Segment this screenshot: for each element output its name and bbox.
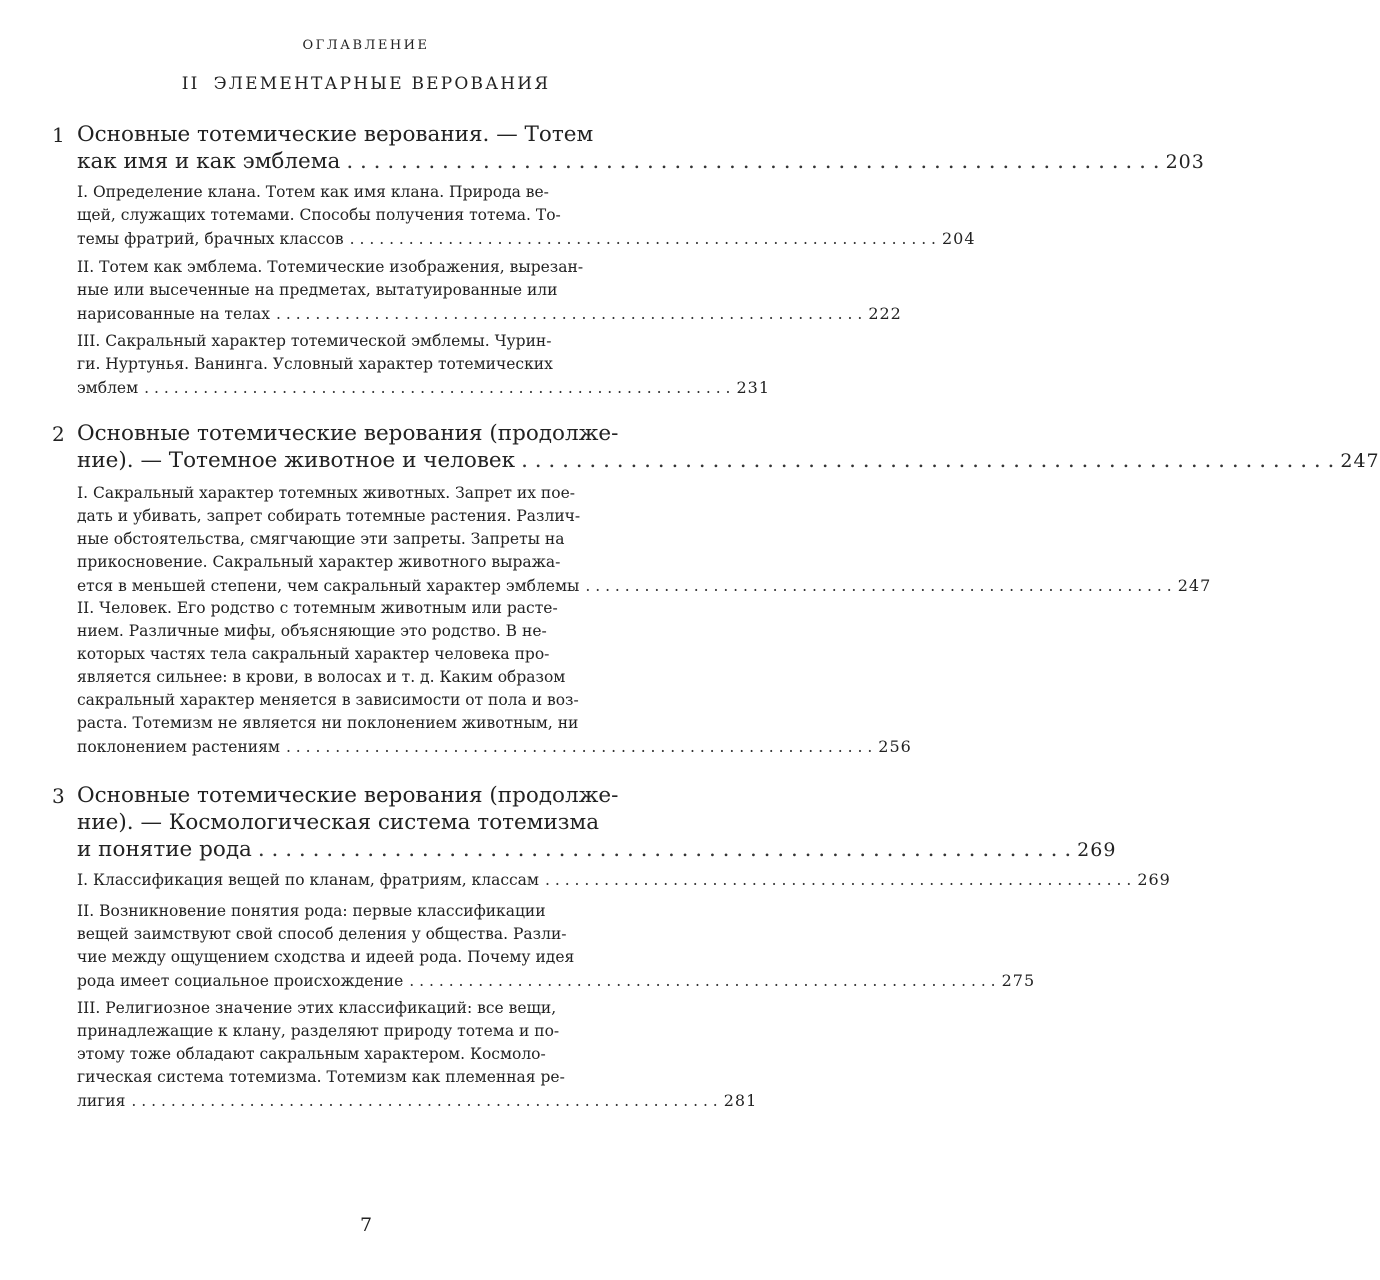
section-text-line: рода имеет социальное происхождение (77, 972, 404, 990)
section-text-line: III. Сакральный характер тотемической эмблемы. Чурин- (77, 332, 552, 350)
section-entry[interactable] (77, 997, 758, 1113)
leader-line (77, 836, 1117, 864)
section-text-line: II. Человек. Его родство с тотемным животным или расте- (77, 599, 558, 617)
leader-line (77, 447, 1380, 475)
section-text-line: II. Возникновение понятия рода: первые классификации (77, 902, 546, 920)
chapter-title-text-line: Основные тотемические верования (продолже- (77, 783, 619, 808)
dot-leader: . . . . . . . . . . . . . . . . . . . . . . . . . . . . . . . . . . . . . . . . . . . . . . . . . . . . . . . . . . . . (521, 448, 1335, 473)
dot-leader: . . . . . . . . . . . . . . . . . . . . . . . . . . . . . . . . . . . . . . . . . . . . . . . . . . . . . . . . . . . . (349, 230, 936, 248)
section-entry[interactable] (77, 597, 912, 759)
section-text-line: вещей заимствуют свой способ деления у общества. Разли- (77, 925, 567, 943)
dot-leader: . . . . . . . . . . . . . . . . . . . . . . . . . . . . . . . . . . . . . . . . . . . . . . . . . . . . . . . . . . . . (144, 379, 731, 397)
leader-line (77, 1089, 758, 1113)
chapter-title[interactable] (77, 782, 1117, 864)
page-ref: 275 (1001, 971, 1036, 990)
section-text-line: дать и убивать, запрет собирать тотемные растения. Различ- (77, 507, 581, 525)
dot-leader: . . . . . . . . . . . . . . . . . . . . . . . . . . . . . . . . . . . . . . . . . . . . . . . . . . . . . . . . . . . . (409, 972, 996, 990)
section-entry[interactable] (77, 330, 771, 400)
section-text-line: принадлежащие к клану, разделяют природу тотема и по- (77, 1022, 560, 1040)
section-entry[interactable] (77, 900, 1036, 993)
page-ref: 231 (736, 378, 771, 397)
page-ref: 203 (1165, 151, 1205, 173)
dot-leader: . . . . . . . . . . . . . . . . . . . . . . . . . . . . . . . . . . . . . . . . . . . . . . . . . . . . . . . . . . . . (285, 738, 873, 756)
page-ref: 281 (723, 1091, 758, 1110)
section-text-line: сакральный характер меняется в зависимости от пола и воз- (77, 691, 579, 709)
chapter-number: 1 (52, 123, 65, 147)
section-text-line: II. Тотем как эмблема. Тотемические изображения, вырезан- (77, 258, 584, 276)
page-number: 7 (359, 1214, 373, 1236)
section-text-line: нарисованные на телах (77, 305, 270, 323)
section-text-line: ные или высеченные на предметах, вытатуированные или (77, 281, 558, 299)
section-text-line: нием. Различные мифы, объясняющие это родство. В не- (77, 622, 547, 640)
dot-leader: . . . . . . . . . . . . . . . . . . . . . . . . . . . . . . . . . . . . . . . . . . . . . . . . . . . . . . . . . . . . (585, 577, 1172, 595)
section-text-line: ется в меньшей степени, чем сакральный характер эмблемы (77, 577, 580, 595)
section-text-line: I. Определение клана. Тотем как имя клана. Природа ве- (77, 183, 549, 201)
section-text-line: лигия (77, 1092, 126, 1110)
chapter-title[interactable] (77, 121, 1205, 176)
page-ref: 204 (941, 229, 976, 248)
section-text-line: эмблем (77, 379, 139, 397)
leader-line (77, 227, 976, 251)
section-text-line: I. Сакральный характер тотемных животных. Запрет их пое- (77, 484, 575, 502)
chapter-number: 2 (52, 422, 65, 446)
chapter-title-text-line: ние). — Космологическая система тотемизма (77, 810, 600, 835)
section-text-line: ные обстоятельства, смягчающие эти запреты. Запреты на (77, 530, 565, 548)
part-heading (0, 74, 732, 94)
dot-leader: . . . . . . . . . . . . . . . . . . . . . . . . . . . . . . . . . . . . . . . . . . . . . . . . . . . . . . . . . . . . (131, 1092, 718, 1110)
running-head: ОГЛАВЛЕНИЕ (302, 38, 430, 53)
dot-leader: . . . . . . . . . . . . . . . . . . . . . . . . . . . . . . . . . . . . . . . . . . . . . . . . . . . . . . . . . . . . (257, 837, 1072, 862)
chapter-title-text-line: Основные тотемические верования (продолже- (77, 421, 619, 446)
section-text-line: I. Классификация вещей по кланам, фратриям, классам (77, 871, 539, 889)
part-title: ЭЛЕМЕНТАРНЫЕ ВЕРОВАНИЯ (213, 74, 551, 94)
part-number: II (181, 74, 200, 94)
section-text-line: которых частях тела сакральный характер человека про- (77, 645, 550, 663)
leader-line (77, 868, 1171, 892)
dot-leader: . . . . . . . . . . . . . . . . . . . . . . . . . . . . . . . . . . . . . . . . . . . . . . . . . . . . . . . . . . . . (544, 871, 1132, 889)
leader-line (77, 302, 902, 326)
section-text-line: прикосновение. Сакральный характер животного выража- (77, 553, 561, 571)
page-ref: 269 (1077, 839, 1117, 861)
page-ref: 247 (1177, 576, 1212, 595)
section-text-line: III. Религиозное значение этих классификаций: все вещи, (77, 999, 557, 1017)
section-text-line: является сильнее: в крови, в волосах и т. д. Каким образом (77, 668, 566, 686)
section-text-line: поклонением растениям (77, 738, 280, 756)
leader-line (77, 376, 771, 400)
dot-leader: . . . . . . . . . . . . . . . . . . . . . . . . . . . . . . . . . . . . . . . . . . . . . . . . . . . . . . . . . . . . (346, 149, 1160, 174)
chapter-number: 3 (52, 784, 65, 808)
chapter-title[interactable] (77, 420, 1380, 475)
section-entry[interactable] (77, 181, 976, 251)
leader-line (77, 735, 912, 759)
section-entry[interactable] (77, 482, 1212, 598)
section-text-line: этому тоже обладают сакральным характером. Космоло- (77, 1045, 546, 1063)
section-text-line: раста. Тотемизм не является ни поклонением животным, ни (77, 714, 579, 732)
chapter-title-text-line: Основные тотемические верования. — Тотем (77, 122, 594, 147)
leader-line (77, 148, 1205, 176)
page-ref: 256 (878, 737, 912, 756)
section-text-line: щей, служащих тотемами. Способы получения тотема. То- (77, 206, 561, 224)
page-ref: 269 (1137, 870, 1171, 889)
chapter-title-text-line: как имя и как эмблема (77, 149, 341, 174)
section-text-line: гическая система тотемизма. Тотемизм как племенная ре- (77, 1068, 565, 1086)
section-entry[interactable] (77, 868, 1171, 892)
leader-line (77, 969, 1036, 993)
chapter-title-text-line: и понятие рода (77, 837, 252, 862)
dot-leader: . . . . . . . . . . . . . . . . . . . . . . . . . . . . . . . . . . . . . . . . . . . . . . . . . . . . . . . . . . . . (275, 305, 863, 323)
section-entry[interactable] (77, 256, 902, 326)
section-text-line: темы фратрий, брачных классов (77, 230, 344, 248)
page-ref: 247 (1340, 450, 1380, 472)
page-ref: 222 (868, 304, 902, 323)
leader-line (77, 574, 1212, 598)
section-text-line: ги. Нуртунья. Ванинга. Условный характер тотемических (77, 355, 553, 373)
chapter-title-text-line: ние). — Тотемное животное и человек (77, 448, 516, 473)
section-text-line: чие между ощущением сходства и идеей рода. Почему идея (77, 948, 575, 966)
